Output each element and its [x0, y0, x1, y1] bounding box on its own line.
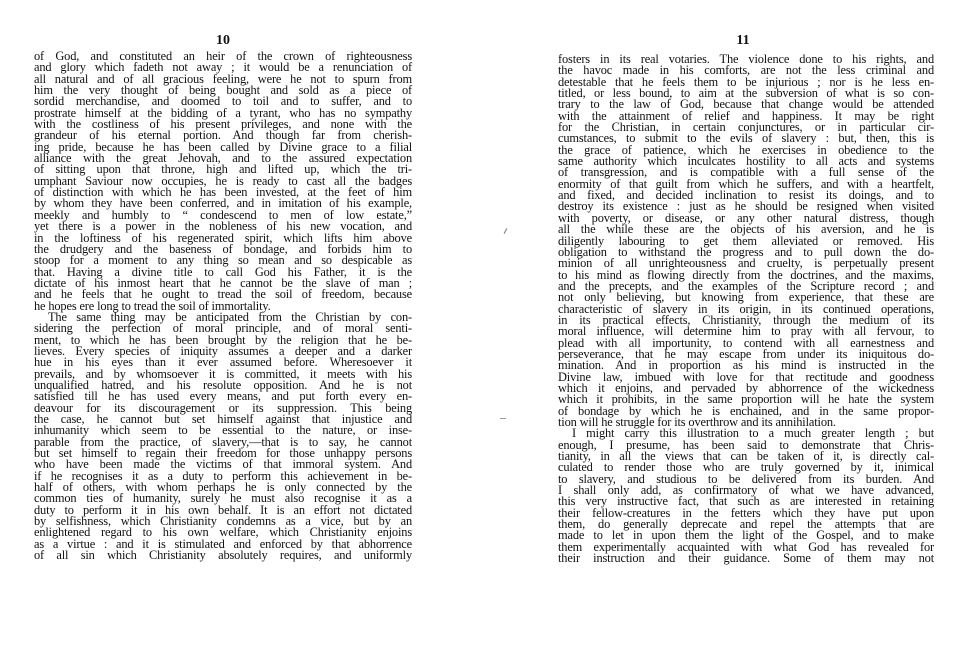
- text-line: them experimentally acquainted with what God has revealed for: [558, 539, 934, 554]
- right-page: [490, 0, 980, 671]
- text-line: prevails, and by whomsoever it is committed, it meets with his: [34, 366, 412, 381]
- text-line: which it prohibits, in the same proportion will he hate the system: [558, 392, 934, 407]
- text-line: of transgression, and is compatible with a full sense of the: [558, 165, 934, 180]
- text-line: perseverance, that he may escape from under its iniquitous do-: [558, 346, 934, 361]
- text-line: enormity of that guilt from which he suffers, and with a heartfelt,: [558, 176, 934, 191]
- text-line: their instruction and their guidance. Some of them may not: [558, 551, 934, 566]
- text-line: destroy its existence : just as he should be resigned when visited: [558, 199, 934, 214]
- text-line: same authority which inculcates hostility to all acts and systems: [558, 154, 934, 169]
- text-line: yet there is a power in the nobleness of his new vocation, and: [34, 219, 412, 234]
- text-line: to his mind as flowing directly from the doctrines, and the maxims,: [558, 267, 934, 282]
- text-line: diligently labouring to get them alleviated or removed. His: [558, 233, 934, 248]
- text-line: ment, to which he has been brought by the religion that he be-: [34, 332, 412, 347]
- text-line: him the very thought of being bought and sold as a piece of: [34, 83, 412, 98]
- text-line: of bondage by which he is enchained, and in the same propor-: [558, 403, 934, 418]
- text-line: inhumanity which seem to be essential to the nature, or inse-: [34, 423, 412, 438]
- text-line: enlightened regard to his own welfare, which Christianity enjoins: [34, 525, 412, 540]
- text-line: with the attainment of relief and happiness. It may be right: [558, 108, 934, 123]
- text-line: lieves. Every species of iniquity assumes a deeper and a darker: [34, 343, 412, 358]
- text-line: alliance with the great Jehovah, and to the assured expectation: [34, 151, 412, 166]
- text-line: with poverty, or disease, or any other natural distress, though: [558, 210, 934, 225]
- page-number-right: 11: [736, 33, 750, 48]
- text-line: trary to the law of God, because that change would be attended: [558, 97, 934, 112]
- text-line: obligation to withstand the progress and to pull down the do-: [558, 244, 934, 259]
- text-line: prostrate himself at the bidding of a tyrant, who has no sympathy: [34, 105, 412, 120]
- text-line: for the Christian, in certain conjunctures, or in particular cir-: [558, 120, 934, 135]
- text-line: dictate of his inmost heart that he cannot be the slave of man ;: [34, 275, 412, 290]
- text-line: of sitting upon that throne, high and lifted up, which the tri-: [34, 162, 412, 177]
- text-line: deavour for its discouragement or its suppression. This being: [34, 400, 412, 415]
- text-line: not only believing, but knowing from experience, that these are: [558, 290, 934, 305]
- text-line: umphant Saviour now occupies, he is ready to cast all the badges: [34, 173, 412, 188]
- text-line: titled, or less bound, to aim at the subversion of what is so con-: [558, 86, 934, 101]
- text-line: stoop for a moment to any thing so mean and so despicable as: [34, 253, 412, 268]
- text-line: ing pride, because he has been called by Divine grace to a filial: [34, 139, 412, 154]
- text-line: and he feels that he ought to tread the soil of freedom, because: [34, 287, 412, 302]
- text-line: and glory which fadeth not away ; it would be a renunciation of: [34, 60, 412, 75]
- text-line: half of others, with whom perhaps he is only connected by the: [34, 480, 412, 495]
- text-line: characteristic of slavery in its origin, in its continued operations,: [558, 301, 934, 316]
- text-line: I might carry this illustration to a much greater length ; but: [572, 426, 934, 441]
- text-line: culated to render those who are truly governed by it, inimical: [558, 460, 934, 475]
- right-page-text: [558, 54, 934, 564]
- text-line: sordid merchandise, and doomed to toil and to suffer, and to: [34, 94, 412, 109]
- text-line: made to let in upon them the light of the Gospel, and to make: [558, 528, 934, 543]
- text-line: plead with all importunity, to contend with all earnestness and: [558, 335, 934, 350]
- left-page-text: [34, 51, 412, 561]
- text-line: which it enjoins, and pervaded by abhorrence of the wickedness: [558, 380, 934, 395]
- text-line: and the precepts, and the examples of the Scripture record ; and: [558, 278, 934, 293]
- text-line: moral influence, will determine him to pray with all fervour, to: [558, 324, 934, 339]
- text-line: who have been made the victims of that immoral system. And: [34, 457, 412, 472]
- text-line: tianity, in all the views that can be taken of it, is directly cal-: [558, 449, 934, 464]
- text-line: Divine law, imbued with love for that rectitude and goodness: [558, 369, 934, 384]
- text-line: tion will he struggle for its overthrow and its annihilation.: [558, 415, 836, 429]
- text-line: all the while these are the objects of his aversion, and he is: [558, 222, 934, 237]
- text-line: enough, I presume, has been said to demonstrate that Chris-: [558, 437, 934, 452]
- text-line: if he recognises it as a duty to perform this achievement in be-: [34, 468, 412, 483]
- text-line: by whom they have been conferred, and in imitation of his example,: [34, 196, 412, 211]
- text-line: parable from the practice, of slavery,—that is to say, he cannot: [34, 434, 412, 449]
- text-line: duty to perform it in his own behalf. It is an effort not dictated: [34, 502, 412, 517]
- text-line: I shall only add, as confirmatory of what we have advanced,: [558, 483, 934, 498]
- text-line: unqualified hatred, and his resolute opposition. And he is not: [34, 377, 412, 392]
- text-line: fosters in its real votaries. The violence done to his rights, and: [558, 52, 934, 66]
- text-line: hue in his eyes than it ever assumed before. Wheresoever it: [34, 355, 412, 370]
- text-line: and fixed, and decided inclination to resist its doings, and to: [558, 188, 934, 203]
- text-line: meekly and humbly to “ condescend to men of low estate,”: [34, 207, 412, 222]
- text-line: sidering the perfection of moral principle, and of moral senti-: [34, 321, 412, 336]
- text-line: the grace of patience, which he exercises in obedience to the: [558, 142, 934, 157]
- text-line: minion of all unrighteousness and cruelty, is perpetually present: [558, 256, 934, 271]
- text-line: satisfied till he has used every means, and put forth every en-: [34, 389, 412, 404]
- text-line: the drudgery and the baseness of bondage, and forbids him to: [34, 241, 412, 256]
- text-line: all natural and of all gracious feeling, were he not to spurn from: [34, 71, 412, 86]
- text-line: the case, he cannot but set himself against that injustice and: [34, 412, 412, 426]
- text-line: of all sin which Christianity absolutely requires, and uniformly: [34, 548, 412, 563]
- text-line: but set himself to regain their freedom for those unhappy persons: [34, 446, 412, 461]
- text-line: The same thing may be anticipated from the Christian by con-: [48, 309, 412, 324]
- text-line: the havoc made in his comforts, are not the less criminal and: [558, 63, 934, 78]
- text-line: to slavery, and studious to be delivered from its burden. And: [558, 471, 934, 486]
- text-line: detestable that he feels them to be injurious ; nor is he less en-: [558, 74, 934, 89]
- gutter-mark: [500, 418, 506, 419]
- text-line: by selfishness, which Christianity condemns as a vice, but by an: [34, 514, 412, 529]
- text-line: grandeur of his eternal portion. And though far from cherish-: [34, 128, 412, 143]
- text-line: them, do generally deprecate and repel the attempts that are: [558, 517, 934, 532]
- text-line: common ties of humanity, surely he must also recognise it as a: [34, 491, 412, 506]
- text-line: in the loftiness of his regenerated spirit, which lifts him above: [34, 230, 412, 245]
- text-line: of God, and constituted an heir of the crown of righteousness: [34, 49, 412, 63]
- page-number-left: 10: [216, 33, 230, 48]
- text-line: he hopes ere long to tread the soil of immortality.: [34, 298, 271, 313]
- text-line: of distinction with which he has been invested, at the feet of him: [34, 185, 412, 200]
- text-line: their fellow-creatures in the fetters which they have put upon: [558, 505, 934, 520]
- text-line: mination. And in proportion as his mind is instructed in the: [558, 358, 934, 373]
- text-line: this very instructive fact, that such as are interested in retaining: [558, 494, 934, 509]
- text-line: with the costliness of his present privileges, and none with the: [34, 117, 412, 132]
- text-line: that. Having a divine title to call God his Father, it is the: [34, 264, 412, 279]
- text-line: in its practical effects, Christianity, through the medium of its: [558, 312, 934, 327]
- text-line: as a virtue : and it is stimulated and enforced by that abhorrence: [34, 536, 412, 551]
- text-line: cumstances, to submit to the evils of slavery : but, then, this is: [558, 131, 934, 146]
